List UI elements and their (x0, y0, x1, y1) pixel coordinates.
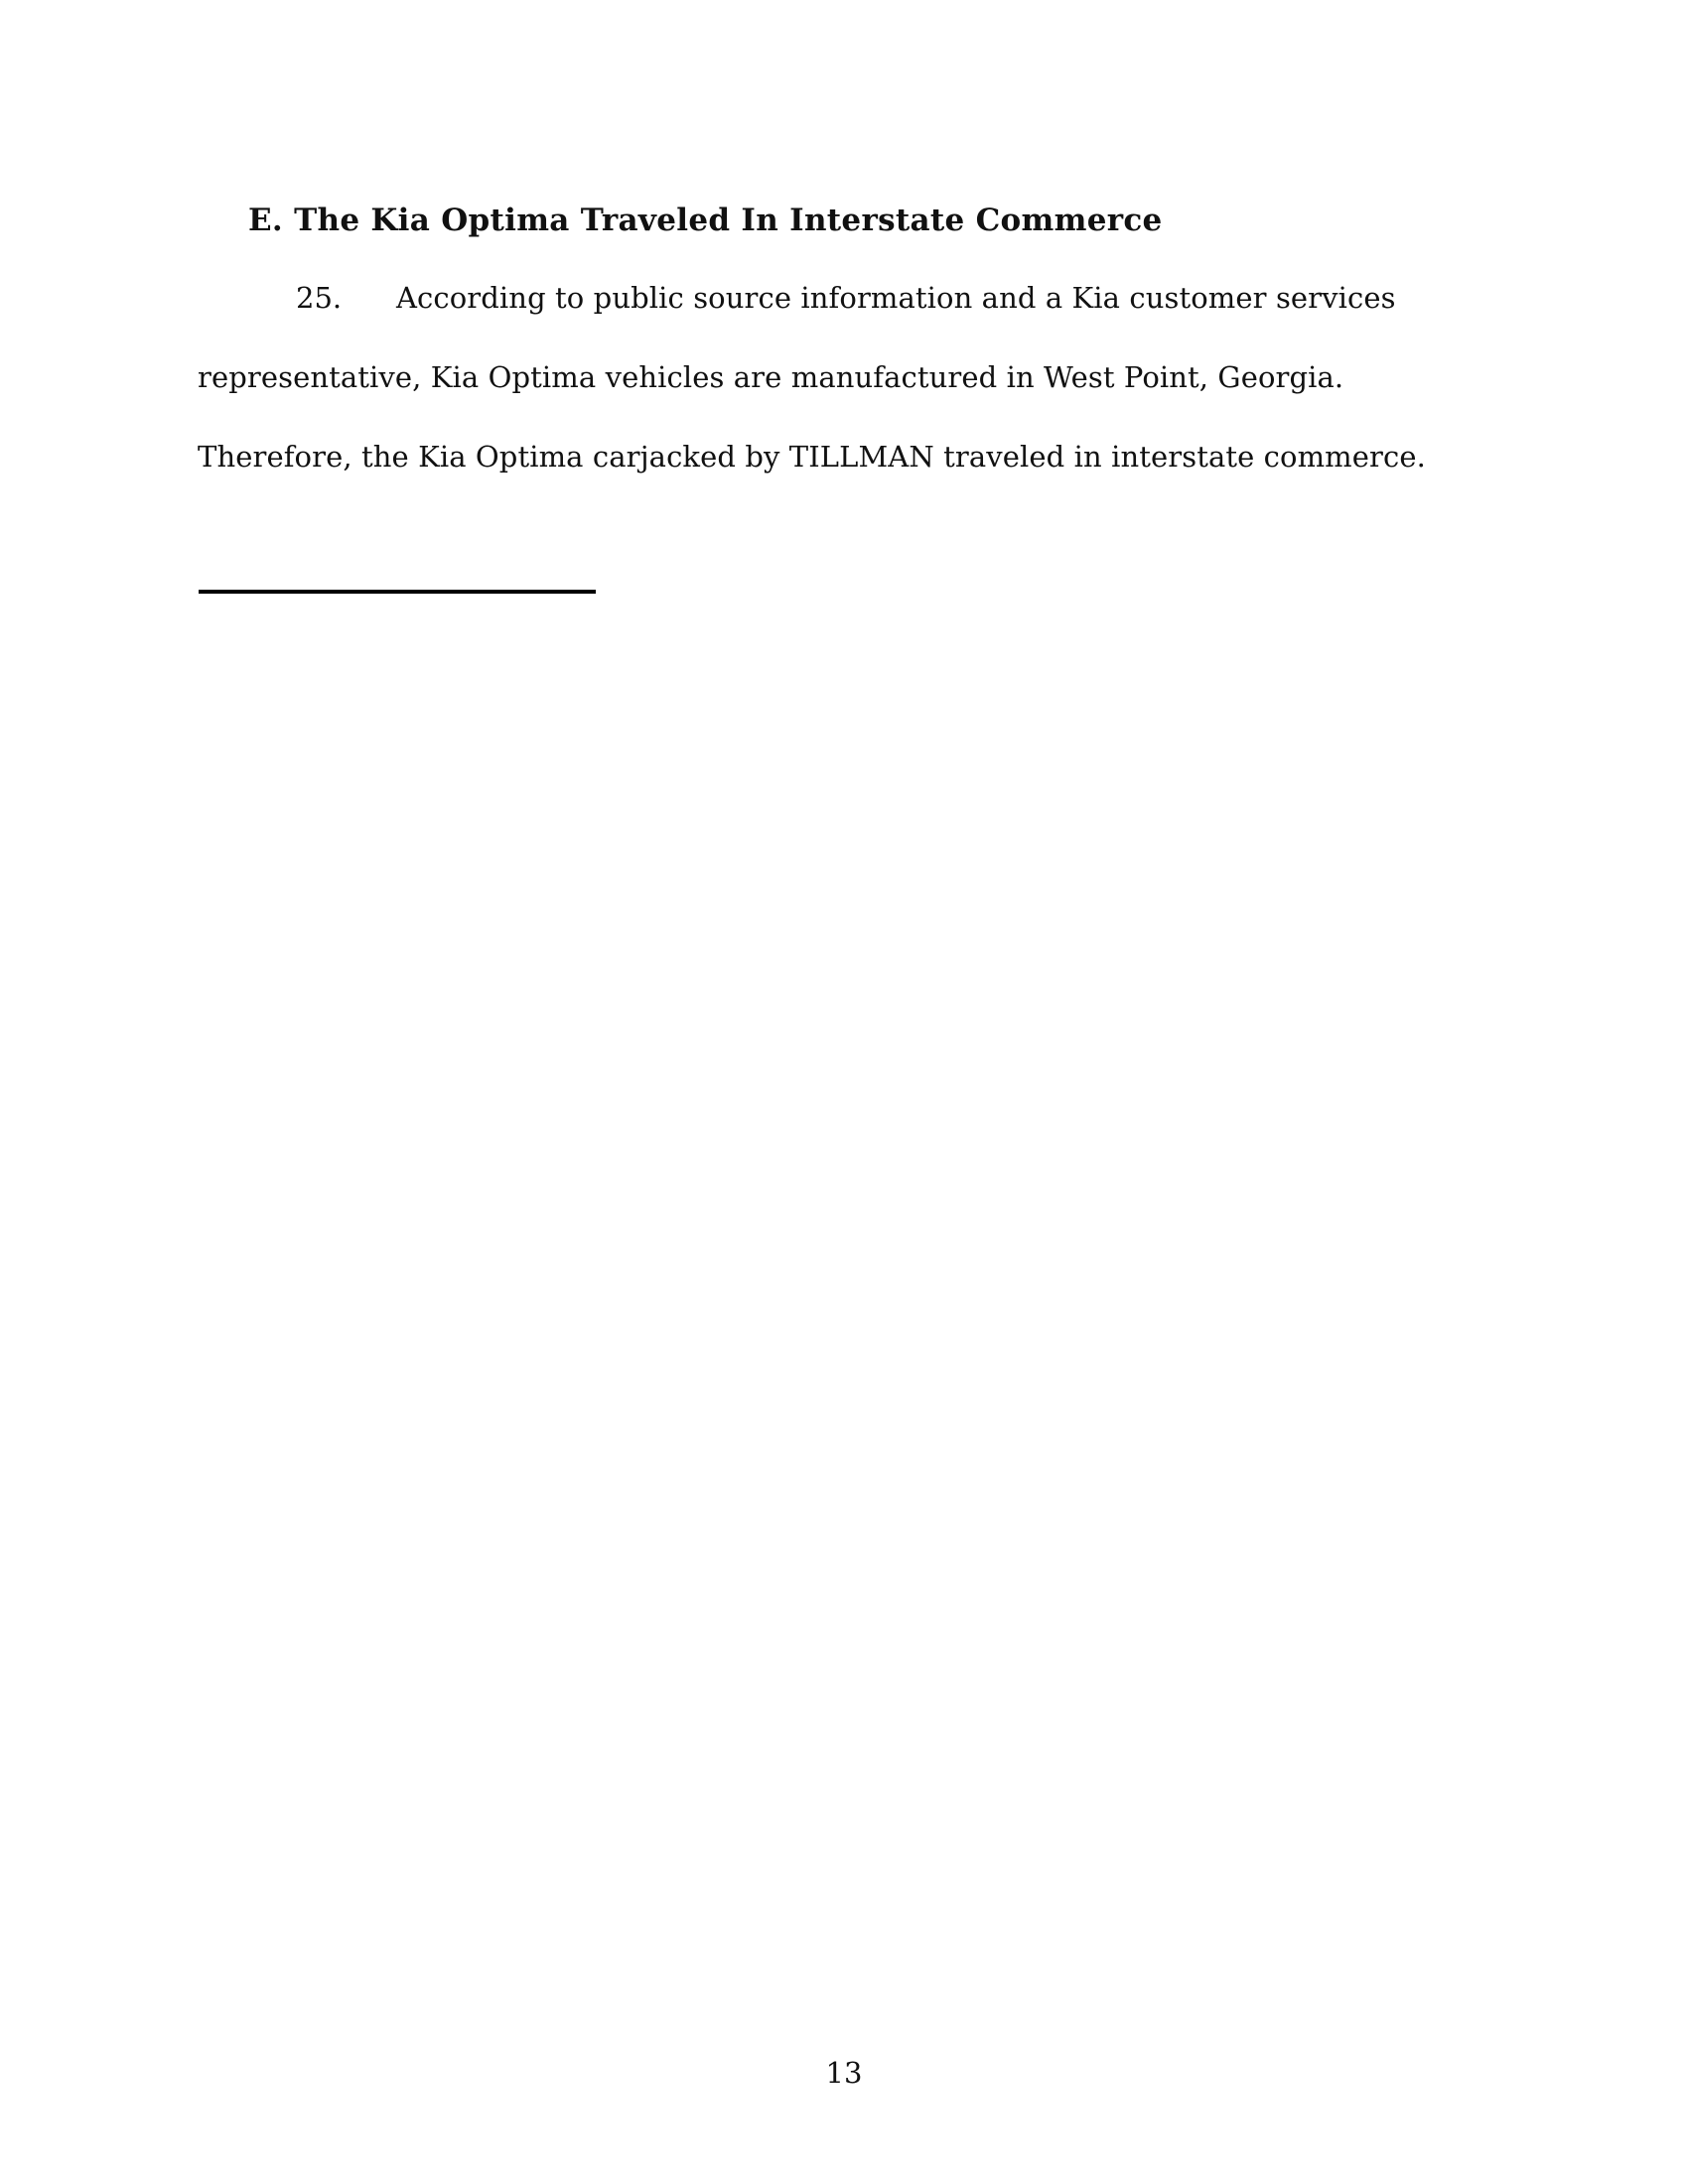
footnote-separator (199, 590, 596, 594)
page-number: 13 (825, 2056, 863, 2090)
section-heading: E. The Kia Optima Traveled In Interstate Commerce (248, 203, 1163, 238)
paragraph-line-1: According to public source information and a Kia customer services (396, 281, 1396, 315)
paragraph-number: 25. (296, 281, 343, 315)
paragraph-line-3: Therefore, the Kia Optima carjacked by TILLMAN traveled in interstate commerce. (198, 440, 1426, 474)
paragraph-line-2: representative, Kia Optima vehicles are manufactured in West Point, Georgia. (198, 360, 1344, 394)
